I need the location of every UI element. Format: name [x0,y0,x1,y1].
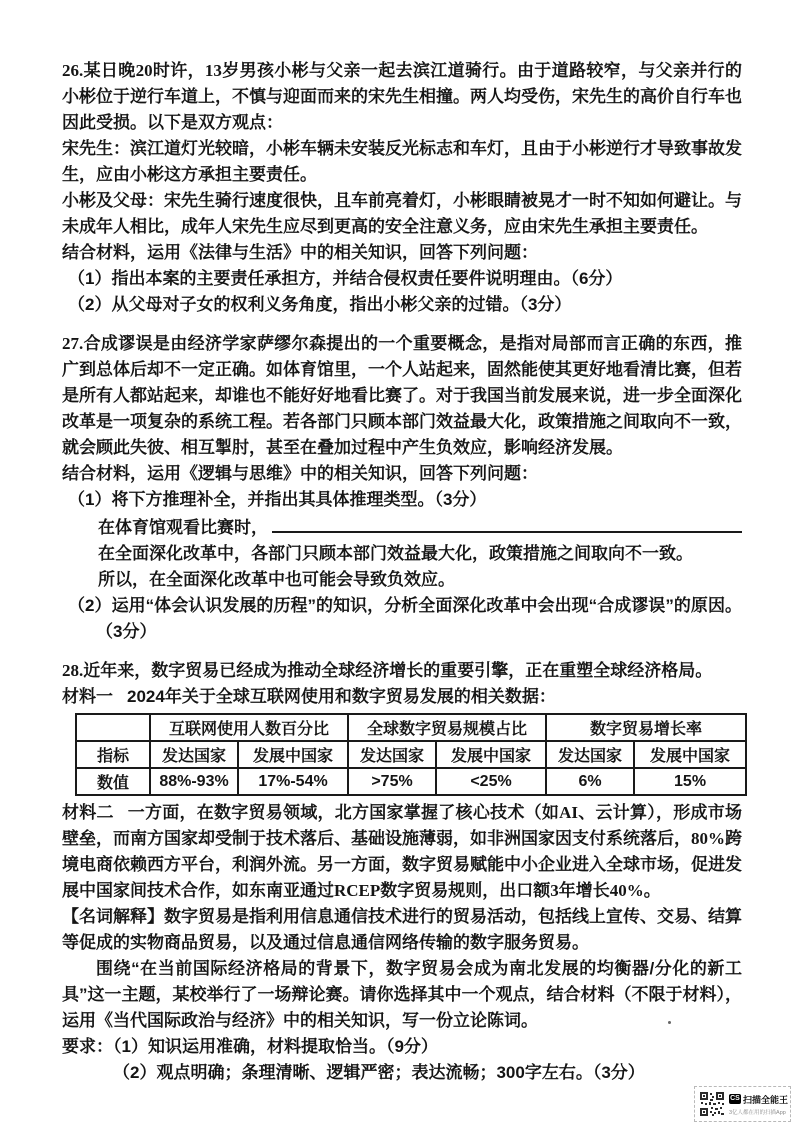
table-cell: 发展中国家 [634,741,746,768]
glossary-paragraph [62,904,742,956]
question-27-item-2: （2）运用“体会认识发展的历程”的知识，分析全面深化改革中会出现“合成谬误”的原因。（3分） [68,596,742,641]
table-cell: 发展中国家 [436,741,546,768]
material-1-label: 材料一 [62,687,113,706]
table-cell: >75% [348,768,436,795]
material-2-paragraph [62,800,742,904]
table-cell: 发达国家 [348,741,436,768]
table-cell: 88%-93% [150,768,238,795]
table-cell: 发展中国家 [238,741,348,768]
watermark-tagline: 3亿人都在用的扫描App [729,1109,786,1116]
question-26-lead: 结合材料，运用《法律与生活》中的相关知识，回答下列问题： [62,243,538,262]
table-group-header: 全球数字贸易规模占比 [348,714,546,741]
watermark-brand: 扫描全能王 [743,1094,789,1105]
table-group-header: 数字贸易增长率 [546,714,746,741]
row-label: 数值 [76,768,150,795]
watermark-text-block [729,1093,788,1116]
table-row-indicator [76,741,746,768]
qr-code-icon [699,1091,725,1117]
requirement-label: 要求： [62,1037,113,1056]
reasoning-premise-2: 在全面深化改革中，各部门只顾本部门效益最大化，政策措施之间取向不一致。 [98,544,693,563]
debate-paragraph: 围绕“在当前国际经济格局的背景下，数字贸易会成为南北发展的均衡器/分化的新工具”这一主题，某校举行了一场辩论赛。请你选择其中一个观点，结合材料（不限于材料），运用《当代国际政治与经济》中的相关知识，写一份立论陈词。 [62,959,742,1030]
requirement-1-text: （1）知识运用准确，材料提取恰当。（9分） [113,1037,438,1056]
material-2-label: 材料二 [62,803,114,822]
question-26-view-song: 宋先生：滨江道灯光较暗，小彬车辆未安装反光标志和车灯，且由于小彬逆行才导致事故发生，应由小彬这方承担主要责任。 [62,139,742,184]
question-27-item-1: （1）将下方推理补全，并指出其具体推理类型。（3分） [68,490,487,509]
fill-in-blank-line [272,513,742,533]
table-cell: 发达国家 [150,741,238,768]
question-26-item-2: （2）从父母对子女的权利义务角度，指出小彬父亲的过错。（3分） [68,295,572,314]
question-26 [62,58,742,318]
reasoning-conclusion: 所以，在全面深化改革中也可能会导致负效应。 [98,570,455,589]
question-27-lead: 结合材料，运用《逻辑与思维》中的相关知识，回答下列问题： [62,464,538,483]
table-row-value [76,768,746,795]
question-26-view-xiaobin: 小彬及父母：宋先生骑行速度很快，且车前亮着灯，小彬眼睛被晃才一时不知如何避让。与未成年人相比，成年人宋先生应尽到更高的安全注意义务，应由宋先生承担主要责任。 [62,191,742,236]
camscanner-watermark [694,1086,791,1122]
question-28 [62,658,742,1086]
digital-trade-data-table [75,713,747,796]
glossary-label: 【名词解释】 [62,907,164,926]
table-cell: 6% [546,768,634,795]
material-1-text: 2024年关于全球互联网使用和数字贸易发展的相关数据： [127,687,556,706]
requirements-block [62,1034,742,1086]
table-cell: 15% [634,768,746,795]
table-group-header-row [76,714,746,741]
requirement-1-line [62,1034,742,1060]
question-28-intro: 28.近年来，数字贸易已经成为推动全球经济增长的重要引擎，正在重塑全球经济格局。 [62,661,713,680]
premise-1-text: 在体育馆观看比赛时， [98,518,268,537]
camscanner-logo-icon: CS [730,1095,740,1102]
table-group-header: 互联网使用人数百分比 [150,714,348,741]
table-cell: 17%-54% [238,768,348,795]
scan-artifact-dot [668,1021,671,1024]
question-27-intro: 27.合成谬误是由经济学家萨缪尔森提出的一个重要概念，是指对局部而言正确的东西，推广到总体后却不一定正确。如体育馆里，一个人站起来，固然能使其更好地看清比赛，但若是所有人都站起来，却谁也不能好好地看比赛了。对于我国当前发展来说，进一步全面深化改革是一项复杂的系统工程。若各部门只顾本部门效益最大化，政策措施之间取向不一致，就会顾此失彼、相互掣肘，甚至在叠加过程中产生负效应，影响经济发展。 [62,334,742,457]
question-27 [62,331,742,645]
material-1-line [62,684,742,710]
glossary-text: 数字贸易是指利用信息通信技术进行的贸易活动，包括线上宣传、交易、结算等促成的实物商品贸易，以及通过信息通信网络传输的数字服务贸易。 [62,907,742,952]
requirement-2-line: （2）观点明确；条理清晰、逻辑严密；表达流畅；300字左右。（3分） [113,1063,645,1082]
table-cell: 发达国家 [546,741,634,768]
row-label: 指标 [76,741,150,768]
question-26-intro: 26.某日晚20时许，13岁男孩小彬与父亲一起去滨江道骑行。由于道路较窄，与父亲并行的小彬位于逆行车道上，不慎与迎面而来的宋先生相撞。两人均受伤，宋先生的高价自行车也因此受损。以下是双方观点： [62,61,742,132]
material-2-text: 一方面，在数字贸易领域，北方国家掌握了核心技术（如AI、云计算），形成市场壁垒，而南方国家却受制于技术落后、基础设施薄弱，如非洲国家因支付系统落后，80%跨境电商依赖西方平台，利润外流。另一方面，数字贸易赋能中小企业进入全球市场，促进发展中国家间技术合作，如东南亚通过RCEP数字贸易规则，出口额3年增长40%。 [62,803,742,900]
table-cell: <25% [436,768,546,795]
reasoning-premise-1 [98,513,742,541]
table-corner-cell [76,714,150,741]
question-26-item-1: （1）指出本案的主要责任承担方，并结合侵权责任要件说明理由。（6分） [68,269,623,288]
